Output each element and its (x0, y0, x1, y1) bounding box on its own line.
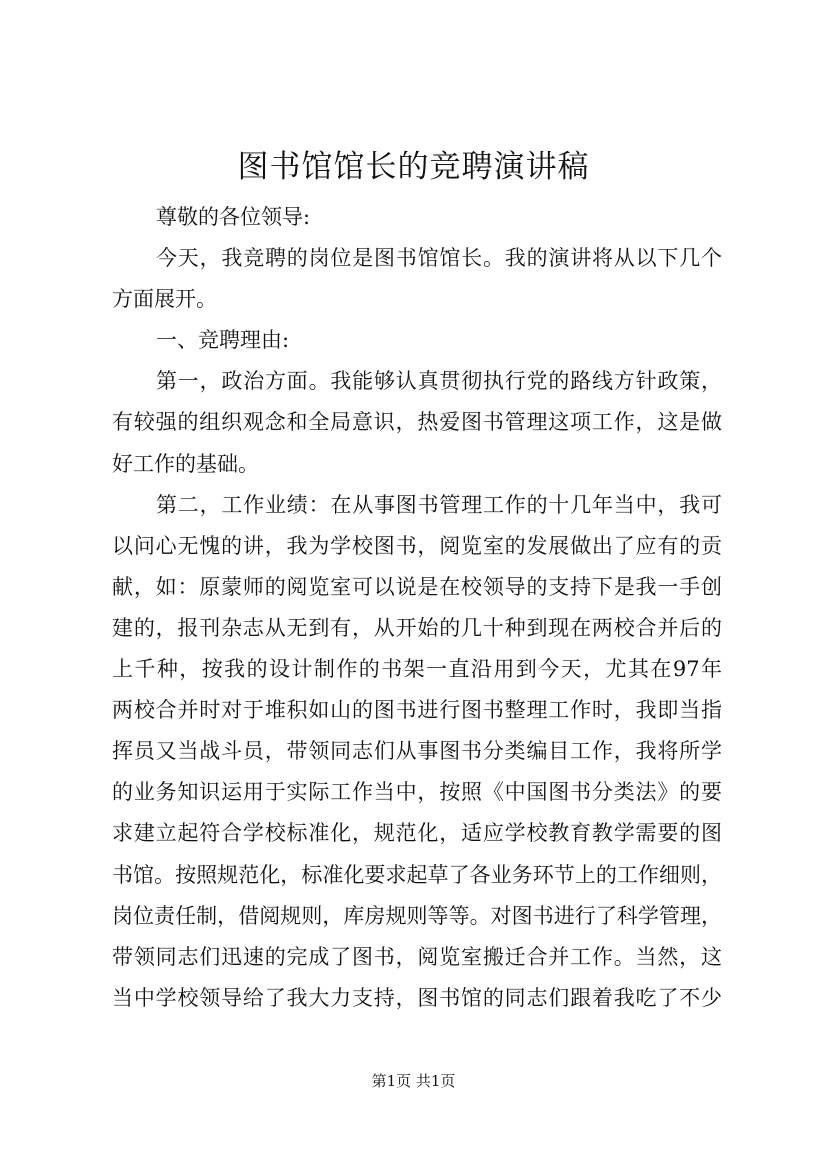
document-title: 图书馆馆长的竞聘演讲稿 (237, 149, 590, 185)
text-line: 挥员又当战斗员，带领同志们从事图书分类编目工作，我将所学 (112, 739, 722, 764)
text-line: 以问心无愧的讲，我为学校图书，阅览室的发展做出了应有的贡 (112, 533, 722, 558)
text-line: 有较强的组织观念和全局意识，热爱图书管理这项工作，这是做 (112, 410, 722, 435)
page-number-footer: 第1页 共1页 (371, 1072, 456, 1090)
text-line: 第一，政治方面。我能够认真贯彻执行党的路线方针政策， (156, 369, 722, 394)
text-line: 好工作的基础。 (112, 451, 259, 476)
text-line: 岗位责任制，借阅规则，库房规则等等。对图书进行了科学管理， (112, 903, 722, 928)
text-line: 书馆。按照规范化，标准化要求起草了各业务环节上的工作细则， (112, 862, 722, 887)
text-line: 求建立起符合学校标准化，规范化，适应学校教育教学需要的图 (112, 821, 722, 846)
text-line: 第二，工作业绩：在从事图书管理工作的十几年当中，我可 (156, 492, 722, 517)
text-line: 的业务知识运用于实际工作当中，按照《中国图书分类法》的要 (112, 780, 722, 805)
text-line: 一、竞聘理由: (156, 328, 290, 353)
text-line: 今天，我竞聘的岗位是图书馆馆长。我的演讲将从以下几个 (156, 246, 722, 271)
text-line: 带领同志们迅速的完成了图书，阅览室搬迁合并工作。当然，这 (112, 944, 722, 969)
text-line: 两校合并时对于堆积如山的图书进行图书整理工作时，我即当指 (112, 698, 722, 723)
text-line: 当中学校领导给了我大力支持，图书馆的同志们跟着我吃了不少 (112, 985, 722, 1010)
document-body (112, 197, 722, 1019)
text-line: 献，如：原蒙师的阅览室可以说是在校领导的支持下是我一手创 (112, 574, 722, 599)
text-line: 方面展开。 (112, 287, 217, 312)
text-line: 尊敬的各位领导: (156, 205, 311, 229)
text-line: 上千种，按我的设计制作的书架一直沿用到今天，尤其在97年 (112, 657, 722, 682)
text-line: 建的，报刊杂志从无到有，从开始的几十种到现在两校合并后的 (112, 615, 722, 640)
